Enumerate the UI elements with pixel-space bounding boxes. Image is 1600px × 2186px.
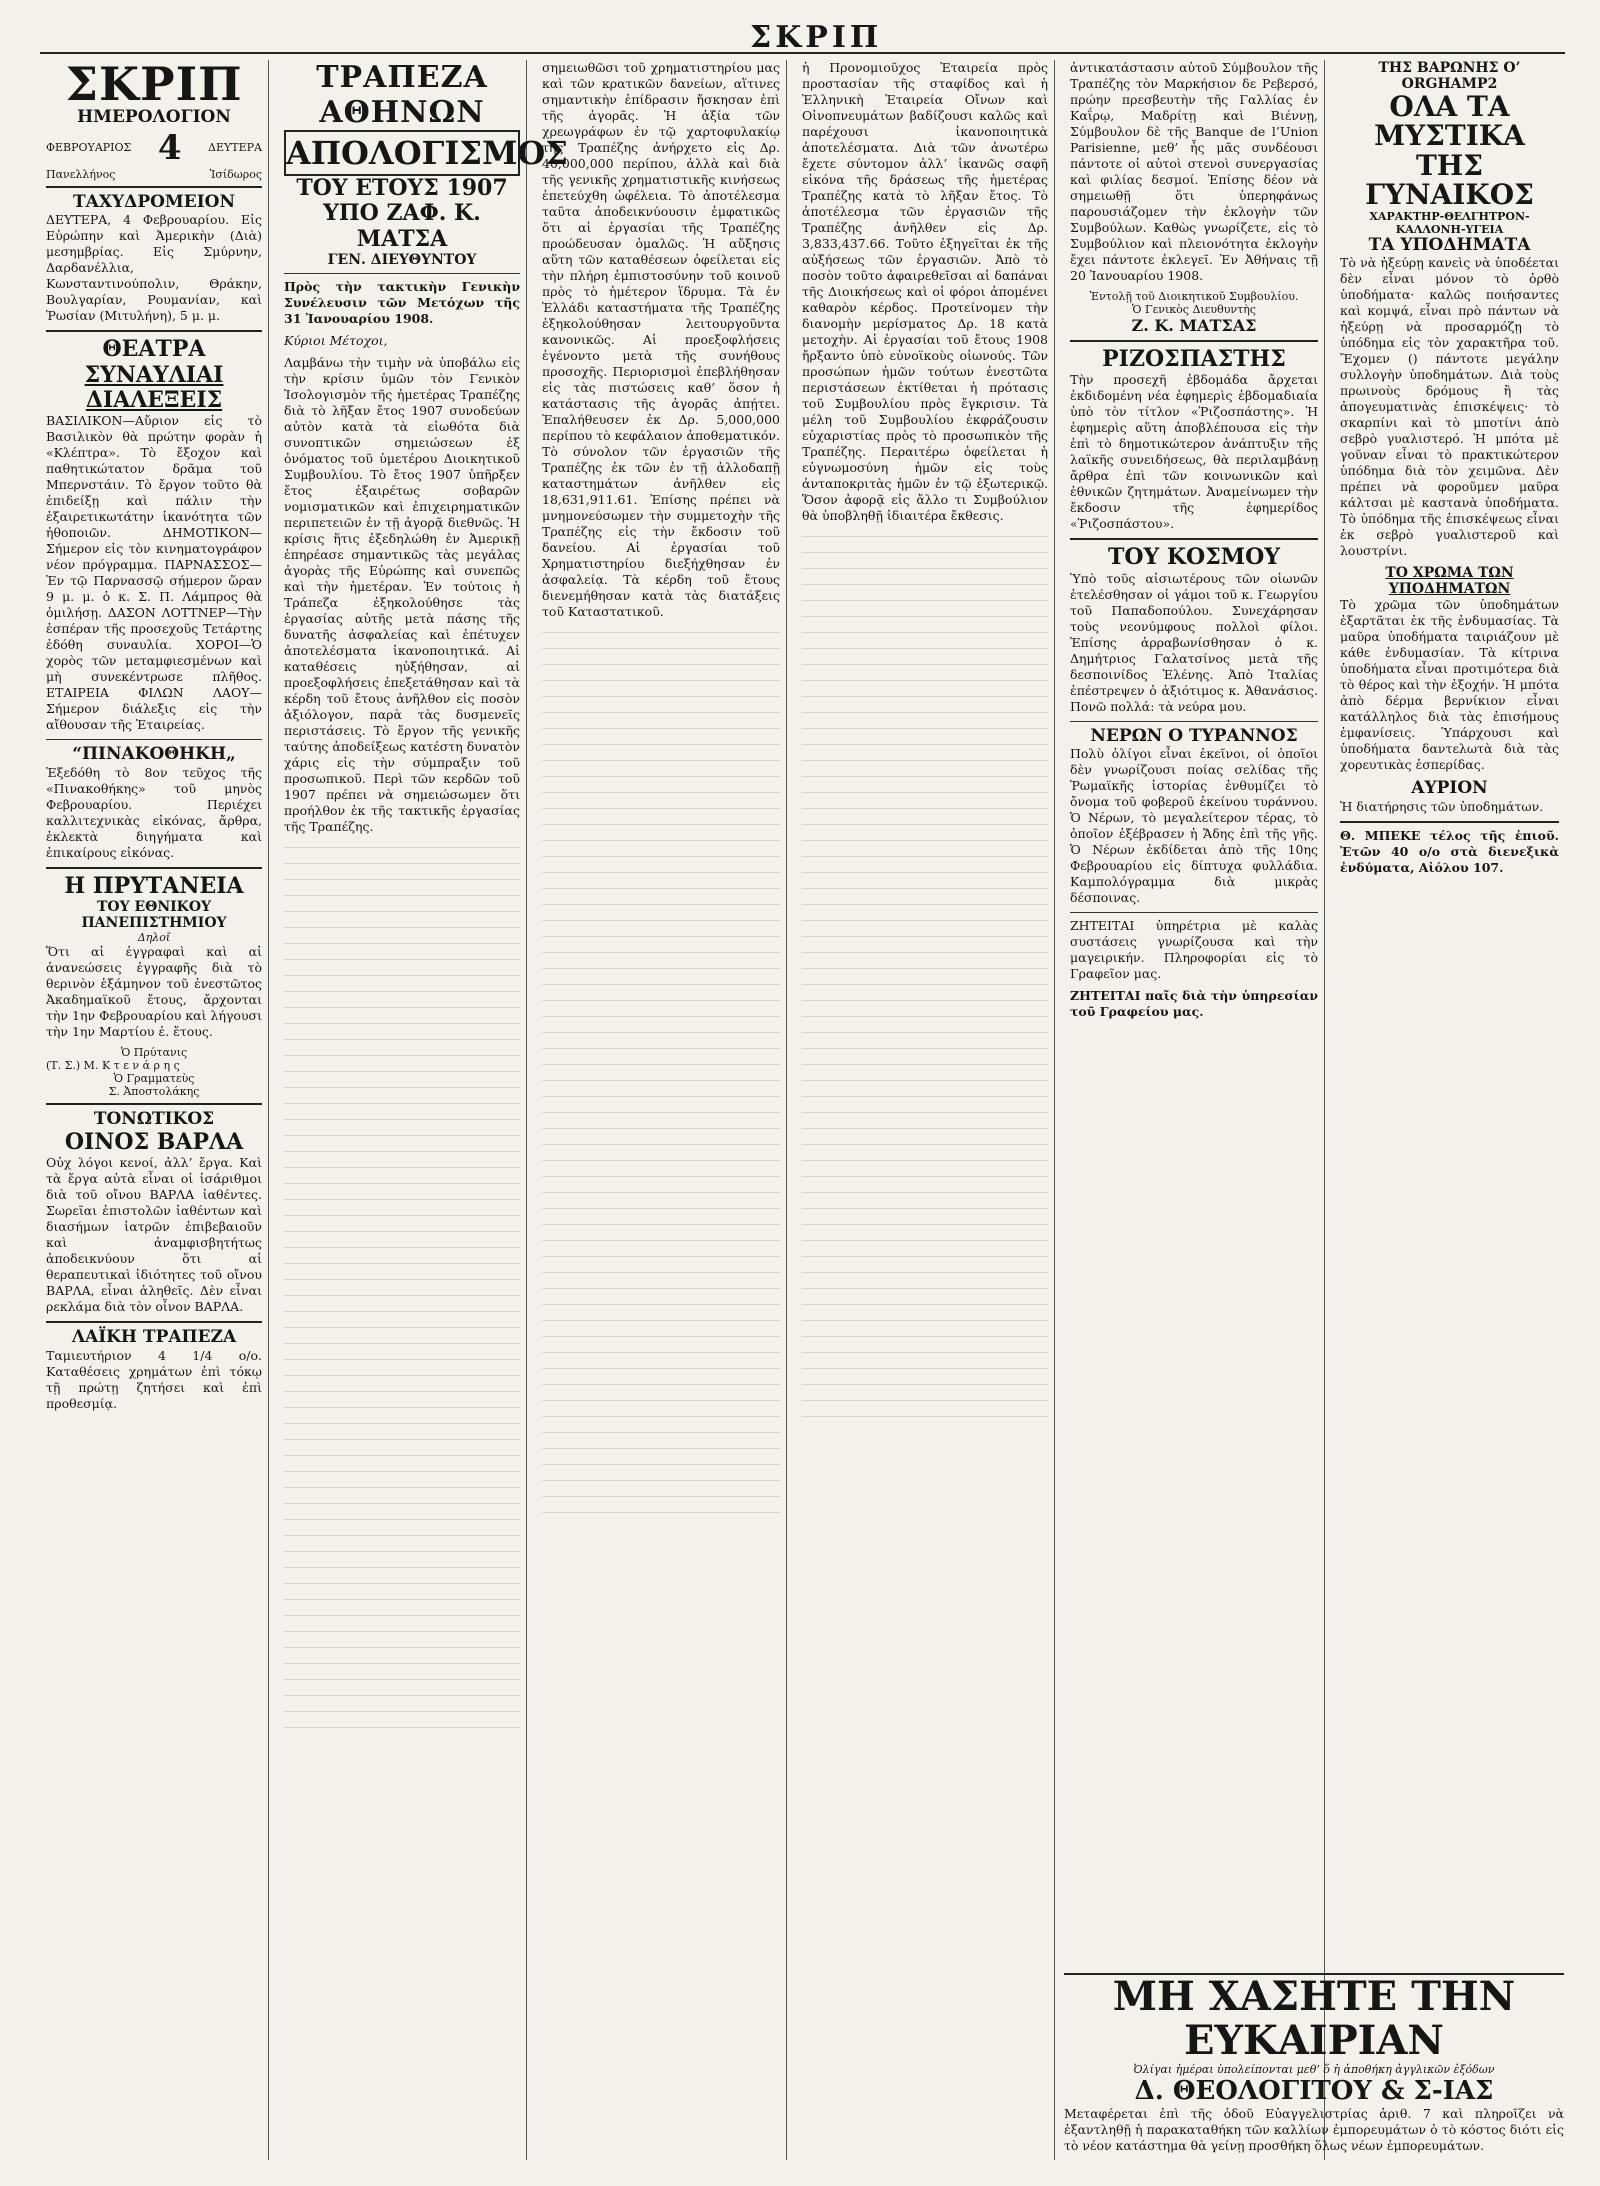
bank-heading: ΛΑΪΚΗ ΤΡΑΠΕΖΑ — [71, 1326, 237, 1347]
ad-company-name: Δ. ΘΕΟΛΟΓΙΤΟΥ & Σ-ΙΑΣ — [1134, 2076, 1494, 2106]
report-author-role: ΓΕΝ. ΔΙΕΥΘΥΝΤΟΥ — [327, 251, 477, 268]
kosmos-body: Ὑπὸ τοῦς αἰσιωτέρους τῶν οἰωνῶν ἐτελέσθησαν οἱ γάμοι τοῦ κ. Γεωργίου τοῦ Παπαδοπούλου. Συνεχάρησαν τοὺς νεονύμφους πολλοὶ φίλοι. Ἐπίσης ἀρραβωνίσθησαν ὁ κ. Δημήτριος Γαλατσίνος μετὰ τῆς δεσποινίδος Ἑλένης. Ἀπὸ Ἰταλίας ἐπέστρεψεν ὁ ἀξιότιμος κ. Ἀθανάσιος. Πονῶ πολλά: τὰ νεύρα μου. — [1070, 570, 1318, 714]
weekday-label: ΔΕΥΤΕΡΑ — [208, 141, 262, 155]
post-body: ΔΕΥΤΕΡΑ, 4 Φεβρουαρίου. Εἰς Εὐρώπην καὶ Ἀμερικὴν (Διὰ) μεσημβρίας. Εἰς Σμύρνην, Δαρδανέλλια, Κωνσταντινούπολιν, Θράκην, Βουλγαρίαν, Ρουμανίαν, καὶ Ῥωσίαν (Μιτυλήνη), 5 μ. μ. — [46, 212, 262, 324]
ad-headline: ΜΗ ΧΑΣΗΤΕ ΤΗΝ ΕΥΚΑΙΡΙΑΝ — [1112, 1973, 1516, 2064]
prytaneia-sign-1: Ὁ Πρύτανις — [120, 1046, 188, 1060]
report-text-continuation-2 — [542, 626, 780, 1526]
date-row — [46, 128, 262, 168]
kosmos-heading: ΤΟΥ ΚΟΣΜΟΥ — [1108, 544, 1280, 571]
colours-body: Τὸ χρῶμα τῶν ὑποδημάτων ἐξαρτᾶται ἐκ τῆς ἐνδυμασίας. Τὰ μαῦρα ὑποδήματα ταιριάζουν μὲ κάθε ἐνδυμασίαν. Τὰ κίτρινα ὑποδήματα εἶναι προτιμότερα διὰ τὸ θέρος καὶ τὴν ἐξοχήν. Ἡ μπότα ἀπὸ δέρμα βερνίκιον εἶναι κατάλληλος διὰ τὰς ἐπισήμους ἐμφανίσεις. Ὑπάρχουσι καὶ ὑποδήματα δαντελωτὰ διὰ τὰς χορευτικὰς ἑσπερίδας. — [1340, 597, 1559, 773]
wanted-notice-2: ΖΗΤΕΙΤΑΙ παῖς διὰ τὴν ὑπηρεσίαν τοῦ Γραφείου μας. — [1070, 988, 1318, 1020]
saint-right: Ἰσίδωρος — [209, 167, 262, 181]
feature-section: ΤΑ ΥΠΟΔΗΜΑΤΑ — [1368, 234, 1531, 255]
almanac-heading: ΗΜΕΡΟΛΟΓΙΟΝ — [77, 107, 231, 128]
column-5 — [1064, 60, 1325, 2160]
neron-body: Πολὺ ὀλίγοι εἶναι ἐκεῖνοι, οἱ ὁποῖοι δὲν γνωρίζουσι ποίας σελίδας τῆς Ῥωμαϊκῆς ἱστορίας ἐνθυμίζει τὸ ὄνομα τοῦ φοβεροῦ ἐκείνου τυράννου. Ὁ Νέρων, τὸ μεγαλείτερον τέρας, τὸ ὁποῖον ἐξέβρασεν ἡ Ἄδης ἐπὶ τῆς γῆς. Ὁ Νέρων ἐκδίδεται ἀπὸ τῆς 10ης Φεβρουαρίου εἰς δίπτυχα φυλλάδια. Καμπολόγραμμα διὰ μικρὰς δέσποινας. — [1070, 746, 1318, 906]
wine-body: Οὐχ λόγοι κενοί, ἀλλ’ ἔργα. Καὶ τὰ ἔργα αὐτὰ εἶναι οἱ ἰσάριθμοι διὰ τοῦ οἴνου ΒΑΡΛΑ ἰαθέντες. Σωρεῖαι ἐπιστολῶν ἰαθέντων καὶ διασήμων ἰατρῶν ἐπιβεβαιοῦν καὶ ἀναμφισβητήτως ἀποδεικνύουν ὅτι αἱ θεραπευτικαὶ ἰδιότητες τοῦ οἴνου ΒΑΡΛΑ, εἶναι ἀληθεῖς. Δὲν εἶναι ρεκλάμα διὰ τὸν οἶνον ΒΑΡΛΑ. — [46, 1154, 262, 1314]
pinakothiki-body: Ἐξεδόθη τὸ 8ον τεῦχος τῆς «Πινακοθήκης» τοῦ μηνὸς Φεβρουαρίου. Περιέχει καλλιτεχνικὰς εἰκόνας, ἄρθρα, ἐκλεκτὰ διηγήματα καὶ ἐπικαίρους εἰκόνας. — [46, 764, 262, 860]
wanted-notice: ΖΗΤΕΙΤΑΙ ὑπηρέτρια μὲ καλὰς συστάσεις γνωρίζουσα καὶ τὴν μαγειρικήν. Πληροφορίαι εἰς τὸ Γραφεῖον μας. — [1070, 918, 1318, 982]
colours-heading: ΤΟ ΧΡΩΜΑ ΤΩΝ ΥΠΟΔΗΜΑΤΩΝ — [1385, 565, 1514, 598]
masthead-title: ΣΚΡΙΠ — [750, 20, 883, 55]
feature-title-2: ΤΗΣ ΓΥΝΑΙΚΟΣ — [1365, 148, 1534, 212]
month-label: ΦΕΒΡΟΥΑΡΙΟΣ — [46, 141, 132, 155]
feature-byline: ΤΗΣ ΒΑΡΩΝΗΣ Ο’ ORGHAMP2 — [1378, 60, 1521, 92]
prytaneia-sign-4: Σ. Ἀποστολάκης — [108, 1085, 200, 1099]
rizospastis-body: Τὴν προσεχῆ ἑβδομάδα ἄρχεται ἐκδιδομένη νέα ἐφημερὶς ἑβδομαδιαία ὑπὸ τὸν τίτλον «Ῥιζοσπάστης». Ἡ ἐφημερὶς αὕτη ἀποβλέπουσα εἰς τὴν ἐπὶ τὸ δημοτικώτερον ἀνάπτυξιν τῆς λαϊκῆς συνειδήσεως, θὰ περιλαμβάνῃ ἄρθρα ἐπὶ τῶν κοινωνικῶν καὶ ἐθνικῶν ζητημάτων. Ἀναμείνωμεν τὴν ἔκδοσιν τῆς ἐφημερίδος «Ῥιζοσπάστου». — [1070, 372, 1318, 532]
bottom-advertisement — [1064, 1973, 1564, 2153]
rizospastis-heading: ΡΙΖΟΣΠΑΣΤΗΣ — [1102, 346, 1286, 372]
column-3 — [536, 60, 787, 2160]
wine-heading-2: ΟΙΝΟΣ ΒΑΡΛΑ — [64, 1128, 244, 1155]
bank-name-heading: ΤΡΑΠΕΖΑ ΑΘΗΝΩΝ — [316, 60, 488, 130]
lectures-heading: ΔΙΑΛΕΞΕΙΣ — [85, 386, 223, 413]
tomorrow-body: Ἡ διατήρησις τῶν ὑποδημάτων. — [1340, 798, 1544, 814]
masthead — [40, 18, 1565, 54]
prytaneia-heading: Η ΠΡΥΤΑΝΕΙΑ — [64, 872, 244, 899]
prytaneia-sign-2: (Τ. Σ.) Μ. Κ τ ε ν ά ρ η ς — [46, 1059, 180, 1073]
report-signoff: Ἐντολῇ τοῦ Διοικητικοῦ Συμβουλίου. — [1089, 290, 1299, 303]
report-headline: ΑΠΟΛΟΓΙΣΜΟΣ — [284, 130, 520, 176]
tomorrow-heading: ΑΥΡΙΟΝ — [1411, 778, 1488, 799]
column-2 — [278, 60, 568, 2160]
theatre-heading: ΘΕΑΤΡΑ — [102, 336, 206, 363]
prytaneia-body: Ὅτι αἱ ἐγγραφαὶ καὶ αἱ ἀνανεώσεις ἐγγραφῆς διὰ τὸ θερινὸν ἑξάμηνον τοῦ ἐνεστῶτος Ἀκαδημαϊκοῦ ἔτους, ἄρχονται τὴν 1ην Φεβρουαρίου καὶ λήγουσι τὴν 1ην Μαρτίου ἐ. ἔτους. — [46, 944, 262, 1040]
ad-body: Μεταφέρεται ἐπὶ τῆς ὁδοῦ Εὐαγγελιστρίας ἀριθ. 7 καὶ πληροῖζει νὰ ἐξαντληθῇ ἡ παρακαταθήκη τῶν καλλίων ἐμπορευμάτων ὁ τὸ κόστος διότι εἰς τὸ νέον κατάστημα θὰ γείνῃ προσθήκη ὅλως νέων ἐμπορευμάτων. — [1064, 2106, 1564, 2153]
paper-name: ΣΚΡΙΠ — [65, 57, 243, 111]
prytaneia-sign-3: Ὁ Γραμματεὺς — [113, 1072, 195, 1086]
bekes-notice: Θ. ΜΠΕΚΕ τέλος τῆς ἐπιοῦ. Ἐτῶν 40 ο/ο στὰ διενεξικὰ ἐνδύματα, Αἰόλου 107. — [1340, 827, 1559, 875]
report-body-continued-2: ἡ Προνομιοῦχος Ἑταιρεία πρὸς προστασίαν τῆς σταφίδος καὶ ἡ Ἑλληνικὴ Ἑταιρεία Οἴνων καὶ Οἰνοπνευμάτων βαδίζουσι καλῶς καὶ παρέχουσι ἱκανοποιητικὰ ἀποτελέσματα. Διὰ τῶν ἀνωτέρω ἔχετε σύντομον ἀλλ’ ἱκανῶς σαφῆ εἰκόνα τῆς δράσεως τῆς ἡμετέρας Τραπέζης κατὰ τὸ λῆξαν ἔτος. Τὸ ἀποτέλεσμα τῶν ἐργασιῶν τῆς Τραπέζης ἀνῆλθεν εἰς Δρ. 3,833,437.66. Τοῦτο ἐξηγεῖται ἐκ τῆς αὐξήσεως τῶν ἐργασιῶν. Ἀπὸ τὸ ποσὸν τοῦτο ἀφαιρεθεῖσαι αἱ δαπάναι τῆς Διοικήσεως καὶ οἱ φόροι ἀπομένει καθαρὸν κέρδος. Προτείνομεν τὴν διανομὴν μερίσματος Δρ. 18 κατὰ μετοχὴν. Αἱ ἐργασίαι τοῦ ἔτους 1908 ἤρξαντο ὑπὸ εὐνοϊκοὺς οἰωνούς. Τῶν προσώπων ἡμῶν τούτων ἐνεστῶτα περιστάσεων ἐκτίθεται ἡ πρότασις τοῦ Συμβουλίου πρὸς ἔγκρισιν. Τὰ μέλη τοῦ Συμβουλίου ἐκφράζουσιν εὐχαριστίας πρὸς τὸ προσωπικὸν τῆς Τραπέζης. Περαιτέρω ὀφείλεται ἡ εὐγνωμοσύνη ἡμῶν εἰς τοὺς ἀνταποκριτὰς ἡμῶν ἐν τῷ ἐξωτερικῷ. Ὅσον ἀφορᾷ εἰς ἄλλο τι Συμβούλιον θὰ ὑποβληθῇ ἰδιαιτέρα ἔκθεσις. — [802, 60, 1048, 523]
post-heading: ΤΑΧΥΔΡΟΜΕΙΟΝ — [72, 191, 236, 212]
report-body: Λαμβάνω τὴν τιμὴν νὰ ὑποβάλω εἰς τὴν κρίσιν ὑμῶν τὸν Γενικὸν Ἰσολογισμὸν τῆς ἡμετέρας Τραπέζης διὰ τὸ λῆξαν ἔτος 1907 συνοδεύων αὐτὸν κατὰ τὰ εἰωθότα διὰ συνοπτικῶν σημειώσεων ἐξ ὀνόματος τοῦ ὑμετέρου Διοικητικοῦ Συμβουλίου. Τὸ ἔτος 1907 ὑπῆρξεν ἔτος ἐξαιρέτως σοβαρῶν νομισματικῶν καὶ ἐπιχειρηματικῶν περιπετειῶν ἐν τῇ ἀγορᾷ διεθνῶς. Ἡ κρίσις ἥτις ἐξεδηλώθη ἐν Ἀμερικῇ ἐπηρέασε σημαντικῶς τὰς μεγάλας ἀγορὰς τῆς Εὐρώπης καὶ συνεπῶς καὶ τὴν ἡμετέραν. Ἐν τούτοις ἡ Τράπεζα ἐξηκολούθησε τὰς ἐργασίας αὐτῆς μετὰ πάσης τῆς δυνατῆς ἀσφαλείας καὶ ἐπέτυχεν ἀποτελέσματα ἱκανοποιητικά. Αἱ καταθέσεις ηὐξήθησαν, αἱ προεξοφλήσεις ἐπεξετάθησαν καὶ τὰ κέρδη τοῦ ἔτους ἀνῆλθον εἰς ποσὸν ἀξιόλογον, παρὰ τὰς δυσμενεῖς περιστάσεις. Τὸ ἔργον τῆς γενικῆς ταύτης ἀποδείξεως κατέστη δυνατὸν χάρις εἰς τὴν σύμπραξιν τοῦ προσωπικοῦ. Περὶ τῶν κερδῶν τοῦ 1907 πρέπει νὰ σημειώσωμεν ὅτι προήλθον ἐκ τῆς τακτικῆς ἐργασίας τῆς Τραπέζης. — [284, 354, 520, 834]
report-body-continued: σημειωθῶσι τοῦ χρηματιστηρίου μας καὶ τῶν κρατικῶν δανείων, αἵτινες σημαντικὴν ἐπίδρασιν ἤσκησαν ἐπὶ τῆς ἀγορᾶς. Ἡ ἀξία τῶν χρεωγράφων ἐν τῷ χαρτοφυλακίῳ τῆς Τραπέζης ἀνήρχετο εἰς Δρ. 40,000,000 περίπου, ἀλλὰ καὶ διὰ τῆς γενικῆς χρηματιστικῆς κινήσεως ἐπετεύχθη ὠφέλεια. Τὸ ἀποτέλεσμα ταῦτα ἀποδεικνύουσιν ἐμφατικῶς ὅτι αἱ ἐργασίαι τῆς Τραπέζης προώδευσαν ὁμαλῶς. Ἡ αὔξησις αὕτη τῶν καταθέσεων ὀφείλεται εἰς τὴν πλήρη ἐμπιστοσύνην τοῦ κοινοῦ πρὸς τὸ ἡμέτερον ἵδρυμα. Τὰ ἐν Ἑλλάδι καταστήματα τῆς Τραπέζης ἐξηκολούθησαν λειτουργοῦντα κανονικῶς. Αἱ προεξοφλήσεις ἐγένοντο μετὰ τῆς συνήθους προσοχῆς. Περιορισμοὶ ἐπεβλήθησαν εἰς τὰς πιστώσεις καθ’ ὅσον ἡ κατάστασις τῆς ἀγορᾶς ἀπῄτει. Ἐπαλήθευσεν ἐκ Δρ. 5,000,000 περίπου τὸ κεφάλαιον ἀποθεματικόν. Τὸ σύνολον τῶν ἐργασιῶν τῆς Τραπέζης ἐκ τῶν ἐν τῇ ἀλλοδαπῇ καταστημάτων ἀνῆλθεν εἰς 18,631,911.61. Ἐπίσης πρέπει νὰ μνημονεύσωμεν τὴν συμμετοχὴν τῆς Τραπέζης εἰς τὴν ἔκδοσιν τοῦ δανείου. Αἱ ἐργασίαι τοῦ Χρηματιστηρίου διεξήχθησαν ἐν ἀσφαλείᾳ. Τὰ κέρδη τοῦ ἔτους διενεμήθησαν κατὰ τὰς διατάξεις τοῦ Καταστατικοῦ. — [542, 60, 780, 619]
report-text-continuation — [284, 841, 520, 1741]
bank-body: Ταμιευτήριον 4 1/4 ο/ο. Καταθέσεις χρημάτων ἐπὶ τόκῳ τῇ πρώτῃ ζητήσει καὶ ἐπὶ προθεσμίᾳ. — [46, 1347, 262, 1411]
theatre-body: ΒΑΣΙΛΙΚΟΝ—Αὔριον εἰς τὸ Βασιλικὸν θὰ πρώτην φορὰν ἡ «Κλέπτρα». Τὸ ἔξοχον καὶ παθητικώτατον δρᾶμα τοῦ Μπερνστάιν. Τὸ ἔργον τοῦτο θὰ ἐπιδείξῃ καὶ πάλιν τὴν ἐξαιρετικωτάτην ἱκανότητα τῶν ἠθοποιῶν. ΔΗΜΟΤΙΚΟΝ—Σήμερον εἰς τὸν κινηματογράφον νέον πρόγραμμα. ΠΑΡΝΑΣΣΟΣ—Ἐν τῷ Παρνασσῷ σήμερον ὥραν 9 μ. μ. ὁ κ. Σ. Π. Λάμπρος θὰ ὁμιλήσῃ. ΔΑΣΟΝ ΛΟΤΤΝΕΡ—Τὴν ἐσπέραν τῆς προσεχοῦς Τετάρτης ἐδόθη συναυλία. ΧΟΡΟΙ—Ὁ χορὸς τῶν μεταμφιεσμένων καὶ μὴ συνεκέντρωσε πλῆθος. ΕΤΑΙΡΕΙΑ ΦΙΛΩΝ ΛΑΟΥ—Σήμερον διάλεξις εἰς τὴν αἴθουσαν τῆς Ἑταιρείας. — [46, 413, 262, 733]
day-number: 4 — [157, 127, 182, 168]
report-ending: ἀντικατάστασιν αὐτοῦ Σύμβουλον τῆς Τραπέζης τὸν Μαρκήσιον δε Ρεβερσό, πρώην πρεσβευτὴν τῆς Γαλλίας ἐν Καΐρῳ, Μαδρίτῃ καὶ Βιέννῃ, Σύμβουλον δὲ τῆς Banque de l’Union Parisienne, μεθ’ ἧς μᾶς συνδέουσι πάντοτε οἱ αὐτοὶ στενοὶ συνεργασίας καὶ φιλίας δεσμοί. Ἐπίσης δέον νὰ σημειωθῇ ὅτι ὑπερηφάνως παρουσιάζομεν τὴν ἐκλογὴν τῶν Συμβούλων. Καθὼς γνωρίζετε, εἰς τὸ Συμβούλιον καὶ πλειονότητα ἐκλογὴν ἔχει πάντοτε ἐκλεγεῖ. Ἐν Ἀθήναις τῇ 20 Ἰανουαρίου 1908. — [1070, 60, 1318, 283]
concerts-heading: ΣΥΝΑΥΛΙΑΙ — [84, 361, 224, 388]
report-author: ΥΠΟ ΖΑΦ. Κ. ΜΑΤΣΑ — [323, 200, 481, 252]
ad-line: Ὀλίγαι ἡμέραι ὑπολείπονται μεθ’ ὅ ἡ ἀποθήκη ἀγγλικῶν ἐξόδων — [1133, 2063, 1495, 2076]
column-6 — [1334, 60, 1565, 2160]
wine-heading: ΤΟΝΩΤΙΚΟΣ — [93, 1109, 215, 1130]
feature-subtitle: ΧΑΡΑΚΤΗΡ-ΘΕΛΓΗΤΡΟΝ-ΚΑΛΛΟΝΗ-ΥΓΕΙΑ — [1369, 209, 1530, 236]
neron-heading: ΝΕΡΩΝ Ο ΤΥΡΑΝΝΟΣ — [1090, 725, 1298, 746]
saint-left: Πανελλήνος — [46, 167, 116, 181]
report-signoff-2: Ὁ Γενικὸς Διευθυντὴς — [1132, 303, 1256, 316]
column-1 — [40, 57, 269, 2160]
feature-title-1: ΟΛΑ ΤΑ ΜΥΣΤΙΚΑ — [1374, 90, 1525, 153]
report-year: ΤΟΥ ΕΤΟΥΣ 1907 — [296, 175, 508, 201]
saints-row — [46, 168, 262, 181]
prytaneia-subheading: ΤΟΥ ΕΘΝΙΚΟΥ ΠΑΝΕΠΙΣΤΗΜΙΟΥ — [81, 899, 227, 932]
prytaneia-label: Δηλοῖ — [137, 931, 171, 945]
newspaper-page — [40, 18, 1565, 2168]
feature-body: Τὸ νὰ ἠξεύρῃ κανεὶς νὰ ὑποδέεται δὲν εἶναι μόνον τὸ ὀρθὸ ὑποδήματα· καλῶς ποιήσαντες καὶ κομψά, εἶναι πρὸ πάντων νὰ ἠξεύρῃ νὰ προσαρμόζῃ τὸ ὑπόδημα εἰς τὸν χαρακτῆρα τοῦ. Ἔχομεν () πάντοτε μεγάλην συλλογὴν ὑποδημάτων. Διὰ τοὺς πρωινοὺς δρόμους ἢ τὰς ἀπογευματινὰς ἐπισκέψεις· τὸ σκαρπίνι καὶ τὸ μποτίνι ἀπὸ σεβρὸ γυαλιστερό. Ἡ μπότα μὲ γοῦναν εἶναι τὸ πρακτικώτερον ὑπόδημα διὰ τὸν χειμῶνα. Δὲν πρέπει νὰ φοροῦμεν μαῦρα κάλτσαι μὲ καστανὰ ὑποδήματα. Τὸ ὑπόδημα τῆς ἐπισκέψεως εἶναι ἐκ σεβρὸ γυαλιστεροῦ καὶ λουστρίνι. — [1340, 255, 1559, 559]
pinakothiki-heading: “ΠΙΝΑΚΟΘΗΚΗ„ — [72, 744, 236, 765]
report-addressee: Πρὸς τὴν τακτικὴν Γενικὴν Συνέλευσιν τῶν Μετόχων τῆς 31 Ἰανουαρίου 1908. — [284, 278, 520, 326]
column-4 — [796, 60, 1055, 2160]
report-salutation: Κύριοι Μέτοχοι, — [284, 332, 388, 348]
report-signoff-3: Ζ. Κ. ΜΑΤΣΑΣ — [1131, 316, 1257, 335]
report-text-continuation-3 — [802, 530, 1048, 1430]
